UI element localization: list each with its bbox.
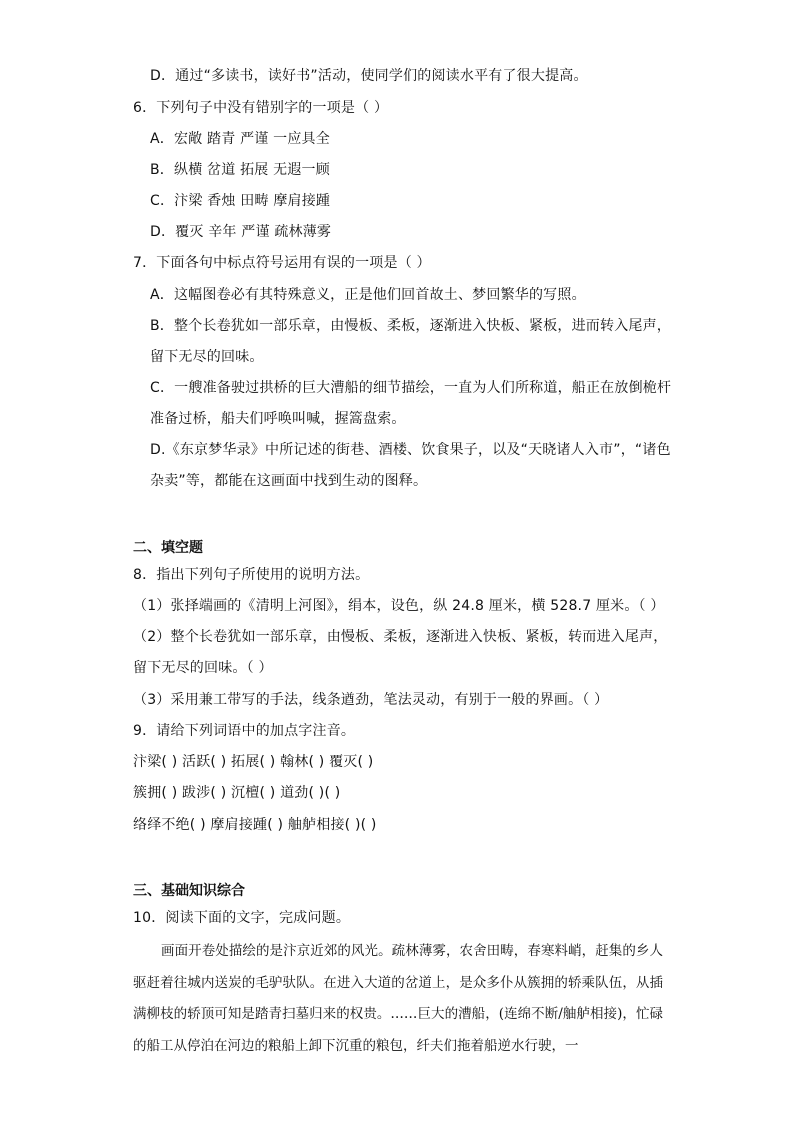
q8-item-3: （3）采用兼工带写的手法，线条遒劲，笔法灵动，有别于一般的界画。（ ）	[133, 692, 609, 708]
q6-option-b: B．纵横 岔道 拓展 无遐一顾	[150, 162, 330, 178]
q9-row-1: 汴梁( ) 活跃( ) 拓展( ) 翰林( ) 覆灭( )	[133, 754, 374, 770]
q7-option-d-cont: 杂卖”等，都能在这画面中找到生动的图释。	[150, 473, 428, 489]
q8-item-1: （1）张择端画的《清明上河图》，绢本，设色，纵 24.8 厘米，横 528.7 厘米。（ ）	[133, 598, 665, 614]
section-fill-blank-title: 二、填空题	[133, 540, 203, 556]
q7-stem: 7．下面各句中标点符号运用有误的一项是（ ）	[133, 255, 431, 271]
q9-stem: 9．请给下列词语中的加点字注音。	[133, 723, 356, 739]
q9-row-2: 簇拥( ) 跋涉( ) 沉檀( ) 道劲( )( )	[133, 785, 341, 801]
passage-paragraph: 画面开卷处描绘的是汴京近郊的风光。疏林薄雾，农舍田畴，春寒料峭，赶集的乡人驱赶着往城内送炭的毛驴驮队。在进入大道的岔道上，是众多仆从簇拥的轿乘队伍，从插满柳枝的轿顶可知是踏青扫墓归来的权贵。……巨大的漕船，(连绵不断/舳舻相接)，忙碌的船工从停泊在河边的粮船上卸下沉重的粮包，纤夫们拖着船逆水行驶，一	[133, 943, 663, 1054]
q8-item-2: （2）整个长卷犹如一部乐章，由慢板、柔板，逐渐进入快板、紧板，转而进入尾声，	[133, 629, 668, 645]
q7-option-c: C．一艘准备驶过拱桥的巨大漕船的细节描绘，一直为人们所称道，船正在放倒桅杆	[150, 380, 672, 396]
q7-option-a: A．这幅图卷必有其特殊意义，正是他们回首故土、梦回繁华的写照。	[150, 287, 586, 303]
q8-item-2-cont: 留下无尽的回味。（ ）	[133, 660, 273, 676]
q8-stem: 8．指出下列句子所使用的说明方法。	[133, 567, 370, 583]
q6-option-d: D．覆灭 辛年 严谨 疏林薄雾	[150, 224, 332, 240]
q10-passage	[133, 936, 663, 1062]
section-basic-knowledge-title: 三、基础知识综合	[133, 883, 245, 899]
q5-option-d: D．通过“多读书，读好书”活动，使同学们的阅读水平有了很大提高。	[150, 68, 588, 84]
q7-option-c-cont: 准备过桥，船夫们呼唤叫喊，握篙盘索。	[150, 411, 406, 427]
q10-stem: 10．阅读下面的文字，完成问题。	[133, 910, 351, 926]
q9-row-3: 络绎不绝( ) 摩肩接踵( ) 舳舻相接( )( )	[133, 817, 377, 833]
q7-option-b-cont: 留下无尽的回味。	[150, 349, 264, 365]
q7-option-b: B．整个长卷犹如一部乐章，由慢板、柔板，逐渐进入快板、紧板，进而转入尾声，	[150, 318, 672, 334]
q6-stem: 6．下列句子中没有错别字的一项是（ ）	[133, 100, 389, 116]
q6-option-a: A．宏敞 踏青 严谨 一应具全	[150, 131, 330, 147]
q6-option-c: C．汴梁 香烛 田畴 摩肩接踵	[150, 193, 331, 209]
q7-option-d: D.《东京梦华录》中所记述的街巷、酒楼、饮食果子，以及“天晓诸人入市”，“诸色	[150, 442, 671, 458]
